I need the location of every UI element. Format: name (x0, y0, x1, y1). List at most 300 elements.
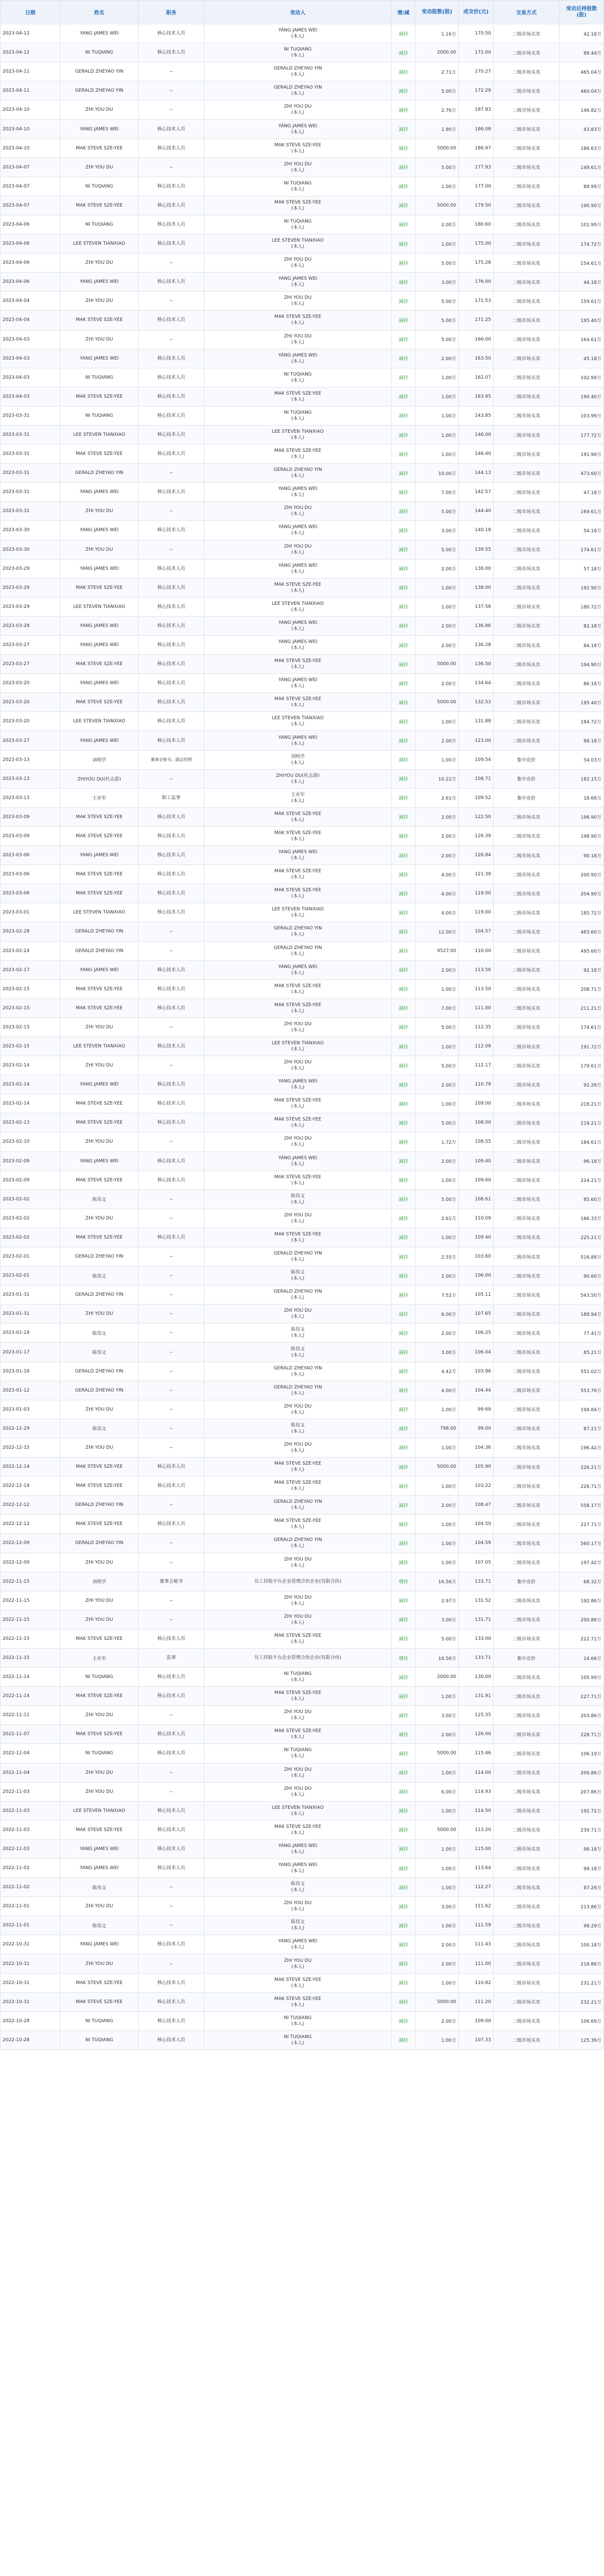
table-row[interactable] (1, 425, 604, 444)
cell-direction: 减持 (391, 1973, 415, 1992)
cell-position: -- (138, 1400, 204, 1419)
changer-name: ZHI YOU DU (284, 544, 312, 549)
cell-method: 二级市场买卖 (493, 1324, 559, 1343)
cell-direction: 减持 (391, 750, 415, 769)
table-row[interactable] (1, 43, 604, 62)
table-row[interactable] (1, 693, 604, 712)
table-row[interactable] (1, 139, 604, 158)
cell-position: 核心技术人员 (138, 826, 204, 845)
changer-relation: (本人) (291, 1869, 305, 1874)
cell-method: 二级市场买卖 (493, 24, 559, 43)
changer-name: YANG JAMES WEI (278, 1843, 317, 1849)
cell-name: LEE STEVEN TIANXIAO (60, 712, 138, 731)
cell-position: 核心技术人员 (138, 1687, 204, 1706)
cell-position: -- (138, 1916, 204, 1935)
cell-name: YANG JAMES WEI (60, 846, 138, 865)
cell-after-shares: 101.99万 (559, 215, 603, 234)
cell-changer (204, 120, 391, 139)
cell-shares: 9527.00 (415, 941, 459, 960)
header-changer[interactable]: 变动人 (204, 1, 391, 24)
changer-name: ZHI YOU DU (284, 1136, 312, 1142)
cell-price: 107.65 (459, 1304, 494, 1324)
table-row[interactable] (1, 1839, 604, 1858)
cell-price: 126.39 (459, 826, 494, 845)
changer-relation: (本人) (291, 512, 305, 517)
changer-name: YANG JAMES WEI (278, 1939, 317, 1944)
cell-price: 104.50 (459, 1515, 494, 1534)
cell-price: 119.00 (459, 884, 494, 903)
table-row[interactable] (1, 521, 604, 540)
table-row[interactable] (1, 445, 604, 464)
table-row[interactable] (1, 120, 604, 139)
changer-name: MAK STEVE SZE-YEE (274, 830, 322, 836)
cell-direction: 减持 (391, 425, 415, 444)
table-row[interactable] (1, 1037, 604, 1056)
cell-price: 146.00 (459, 425, 494, 444)
cell-after-shares: 185.72万 (559, 903, 603, 922)
cell-price: 103.96 (459, 1362, 494, 1381)
changer-relation: (本人) (291, 1524, 305, 1530)
cell-position: 核心技术人员 (138, 120, 204, 139)
cell-shares: 1.00万 (415, 1763, 459, 1782)
cell-after-shares: 207.86万 (559, 1782, 603, 1801)
table-row[interactable] (1, 1782, 604, 1801)
cell-after-shares: 85.21万 (559, 1343, 603, 1362)
table-row[interactable] (1, 311, 604, 330)
cell-shares: 2.00万 (415, 1324, 459, 1343)
cell-after-shares: 226.21万 (559, 1458, 603, 1477)
changer-relation: (本人) (291, 1945, 305, 1951)
table-row[interactable] (1, 62, 604, 81)
table-row[interactable] (1, 196, 604, 215)
header-method[interactable]: 交易方式 (493, 1, 559, 24)
cell-shares: 1.00万 (415, 1228, 459, 1247)
table-row[interactable] (1, 1171, 604, 1190)
table-row[interactable] (1, 81, 604, 100)
cell-position: 核心技术人员 (138, 1228, 204, 1247)
table-row[interactable] (1, 1515, 604, 1534)
cell-date: 2022-10-31 (1, 1935, 60, 1954)
table-row[interactable] (1, 1400, 604, 1419)
header-price[interactable]: 成交价(元) (459, 1, 494, 24)
cell-after-shares: 211.21万 (559, 998, 603, 1018)
cell-position: -- (138, 769, 204, 788)
cell-price: 108.71 (459, 769, 494, 788)
table-row[interactable] (1, 769, 604, 788)
cell-method: 二级市场买卖 (493, 62, 559, 81)
cell-position: 核心技术人员 (138, 521, 204, 540)
changer-name: LEE STEVEN TIANXIAO (272, 238, 324, 244)
table-row[interactable] (1, 1343, 604, 1362)
cell-name: MAK STEVE SZE-YEE (60, 693, 138, 712)
cell-direction: 减持 (391, 1132, 415, 1151)
table-row[interactable] (1, 960, 604, 979)
cell-shares: 4.00万 (415, 1381, 459, 1400)
table-row[interactable] (1, 750, 604, 769)
table-row[interactable] (1, 368, 604, 387)
cell-direction: 减持 (391, 1285, 415, 1304)
table-row[interactable] (1, 1381, 604, 1400)
cell-direction: 减持 (391, 1706, 415, 1725)
cell-shares: 5.00万 (415, 502, 459, 521)
cell-price: 136.86 (459, 616, 494, 635)
table-row[interactable] (1, 1897, 604, 1916)
table-row[interactable] (1, 998, 604, 1018)
changer-name: YANG JAMES WEI (278, 123, 317, 129)
cell-position: 董事会秘书 (138, 1572, 204, 1591)
cell-direction: 减持 (391, 43, 415, 62)
cell-direction: 减持 (391, 788, 415, 807)
table-row[interactable] (1, 234, 604, 253)
cell-shares: 5.00万 (415, 330, 459, 349)
changer-name: NI TUQIANG (283, 2034, 312, 2040)
table-row[interactable] (1, 1935, 604, 1954)
table-row[interactable] (1, 559, 604, 578)
table-row[interactable] (1, 1324, 604, 1343)
table-row[interactable] (1, 273, 604, 292)
changer-name: YANG JAMES WEI (278, 850, 317, 855)
changer-relation: (本人) (291, 1295, 305, 1301)
table-row[interactable] (1, 731, 604, 750)
cell-shares: 1.00万 (415, 712, 459, 731)
cell-position: -- (138, 1324, 204, 1343)
cell-shares: 7.52万 (415, 1285, 459, 1304)
cell-price: 126.00 (459, 1725, 494, 1744)
cell-position: 核心技术人员 (138, 273, 204, 292)
cell-method: 二级市场买卖 (493, 1381, 559, 1400)
changer-name: YANG JAMES WEI (278, 639, 317, 645)
cell-direction: 减持 (391, 597, 415, 616)
table-row[interactable] (1, 636, 604, 655)
changer-relation: (本人) (291, 187, 305, 192)
cell-price: 108.00 (459, 1113, 494, 1132)
table-row[interactable] (1, 177, 604, 196)
cell-method: 二级市场买卖 (493, 1515, 559, 1534)
cell-price: 111.00 (459, 998, 494, 1018)
table-row[interactable] (1, 1572, 604, 1591)
cell-method: 二级市场买卖 (493, 81, 559, 100)
cell-date: 2022-10-31 (1, 1992, 60, 2011)
changer-name: 王亦军 (291, 792, 305, 798)
table-row[interactable] (1, 826, 604, 845)
cell-after-shares: 460.04万 (559, 81, 603, 100)
cell-price: 107.05 (459, 1553, 494, 1572)
header-date[interactable]: 日期 (1, 1, 60, 24)
cell-after-shares: 177.72万 (559, 425, 603, 444)
table-row[interactable] (1, 1075, 604, 1094)
changer-relation: (本人) (291, 263, 305, 269)
cell-name: GERALD ZHEYAO YIN (60, 941, 138, 960)
table-row[interactable] (1, 884, 604, 903)
cell-position: 核心技术人员 (138, 998, 204, 1018)
cell-name: ZHIYOU DU(杜志游) (60, 769, 138, 788)
cell-name: MAK STEVE SZE-YEE (60, 1629, 138, 1648)
cell-shares: 3.00万 (415, 1610, 459, 1629)
changer-name: MAK STEVE SZE-YEE (274, 658, 322, 664)
cell-changer (204, 43, 391, 62)
changer-relation: (本人) (291, 970, 305, 976)
table-row[interactable] (1, 1553, 604, 1572)
cell-date: 2023-04-06 (1, 253, 60, 273)
changer-name: ZHI YOU DU (284, 1060, 312, 1065)
table-row[interactable] (1, 1992, 604, 2011)
cell-name: ZHI YOU DU (60, 1132, 138, 1151)
cell-direction: 减持 (391, 139, 415, 158)
table-row[interactable] (1, 1285, 604, 1304)
table-row[interactable] (1, 922, 604, 941)
changer-name: 刘明学 (291, 754, 305, 759)
cell-shares: 2.00万 (415, 960, 459, 979)
cell-changer (204, 1591, 391, 1610)
cell-direction: 减持 (391, 215, 415, 234)
cell-position: 核心技术人员 (138, 1973, 204, 1992)
table-row[interactable] (1, 2030, 604, 2049)
table-row[interactable] (1, 674, 604, 693)
cell-method: 二级市场买卖 (493, 1209, 559, 1228)
cell-changer (204, 139, 391, 158)
table-row[interactable] (1, 1496, 604, 1515)
table-row[interactable] (1, 1725, 604, 1744)
cell-changer (204, 1725, 391, 1744)
table-row[interactable] (1, 846, 604, 865)
table-row[interactable] (1, 1916, 604, 1935)
table-row[interactable] (1, 578, 604, 597)
table-row[interactable] (1, 1477, 604, 1496)
cell-shares: 5000.00 (415, 1992, 459, 2011)
cell-name: LEE STEVEN TIANXIAO (60, 597, 138, 616)
table-row[interactable] (1, 540, 604, 559)
changer-relation: (本人) (291, 397, 305, 402)
table-row[interactable] (1, 865, 604, 884)
cell-price: 179.50 (459, 196, 494, 215)
table-row[interactable] (1, 1113, 604, 1132)
table-row[interactable] (1, 1801, 604, 1820)
table-row[interactable] (1, 24, 604, 43)
cell-direction: 减持 (391, 1113, 415, 1132)
table-row[interactable] (1, 502, 604, 521)
table-row[interactable] (1, 1362, 604, 1381)
cell-changer (204, 922, 391, 941)
table-row[interactable] (1, 788, 604, 807)
table-row[interactable] (1, 712, 604, 731)
table-row[interactable] (1, 483, 604, 502)
cell-position: -- (138, 62, 204, 81)
table-row[interactable] (1, 292, 604, 311)
table-row[interactable] (1, 1018, 604, 1037)
table-row[interactable] (1, 1954, 604, 1973)
cell-price: 163.50 (459, 349, 494, 368)
table-row[interactable] (1, 330, 604, 349)
cell-shares: 1.00万 (415, 578, 459, 597)
table-row[interactable] (1, 1151, 604, 1171)
table-row[interactable] (1, 349, 604, 368)
cell-method: 二级市场买卖 (493, 425, 559, 444)
cell-after-shares: 87.29万 (559, 1878, 603, 1897)
table-row[interactable] (1, 1668, 604, 1687)
cell-after-shares: 184.61万 (559, 1132, 603, 1151)
table-row[interactable] (1, 1094, 604, 1113)
header-shares[interactable]: 变动股数(股) (415, 1, 459, 24)
table-row[interactable] (1, 1132, 604, 1151)
cell-direction: 减持 (391, 559, 415, 578)
cell-method: 二级市场买卖 (493, 1419, 559, 1438)
changer-name: ZHI YOU DU (284, 295, 312, 301)
cell-after-shares: 218.21万 (559, 1094, 603, 1113)
cell-changer (204, 1324, 391, 1343)
changer-name: YANG JAMES WEI (278, 524, 317, 530)
table-row[interactable] (1, 1304, 604, 1324)
cell-position: 核心技术人员 (138, 215, 204, 234)
changer-name: ZHI YOU DU (284, 161, 312, 167)
cell-shares: 2.00万 (415, 731, 459, 750)
table-row[interactable] (1, 941, 604, 960)
table-row[interactable] (1, 1973, 604, 1992)
cell-name: NI TUQIANG (60, 43, 138, 62)
table-row[interactable] (1, 387, 604, 406)
cell-date: 2023-02-02 (1, 1190, 60, 1209)
changer-relation: (本人) (291, 1639, 305, 1645)
header-name[interactable]: 姓名 (60, 1, 138, 24)
cell-shares: 2000.00 (415, 43, 459, 62)
table-row[interactable] (1, 1687, 604, 1706)
cell-changer (204, 1610, 391, 1629)
table-row[interactable] (1, 1209, 604, 1228)
table-row[interactable] (1, 253, 604, 273)
cell-after-shares: 543.50万 (559, 1285, 603, 1304)
table-row[interactable] (1, 1228, 604, 1247)
cell-name: ZHI YOU DU (60, 1018, 138, 1037)
cell-after-shares: 200.90万 (559, 865, 603, 884)
cell-name: YANG JAMES WEI (60, 120, 138, 139)
table-row[interactable] (1, 1648, 604, 1667)
cell-name: MAK STEVE SZE-YEE (60, 1820, 138, 1839)
cell-changer (204, 693, 391, 712)
cell-name: ZHI YOU DU (60, 1897, 138, 1916)
table-row[interactable] (1, 1056, 604, 1075)
cell-after-shares: 553.76万 (559, 1381, 603, 1400)
table-row[interactable] (1, 1706, 604, 1725)
cell-after-shares: 191.90万 (559, 445, 603, 464)
table-row[interactable] (1, 406, 604, 425)
cell-direction: 减持 (391, 1878, 415, 1897)
table-row[interactable] (1, 655, 604, 674)
cell-after-shares: 203.86万 (559, 1706, 603, 1725)
header-direction[interactable]: 增/减 (391, 1, 415, 24)
cell-date: 2022-12-12 (1, 1515, 60, 1534)
cell-price: 137.56 (459, 597, 494, 616)
changer-name: MAK STEVE SZE-YEE (274, 1824, 322, 1829)
table-row[interactable] (1, 1190, 604, 1209)
cell-direction: 减持 (391, 196, 415, 215)
cell-price: 104.59 (459, 1534, 494, 1553)
table-row[interactable] (1, 1419, 604, 1438)
changer-name: MAK STEVE SZE-YEE (274, 1996, 322, 2002)
cell-date: 2023-03-29 (1, 559, 60, 578)
cell-position: -- (138, 1190, 204, 1209)
cell-method: 二级市场买卖 (493, 693, 559, 712)
table-row[interactable] (1, 1820, 604, 1839)
cell-position: 核心技术人员 (138, 559, 204, 578)
table-row[interactable] (1, 1859, 604, 1878)
table-row[interactable] (1, 1458, 604, 1477)
table-row[interactable] (1, 1247, 604, 1266)
cell-name: 刘明学 (60, 750, 138, 769)
table-row[interactable] (1, 903, 604, 922)
cell-method: 二级市场买卖 (493, 731, 559, 750)
cell-date: 2023-04-11 (1, 81, 60, 100)
cell-changer (204, 788, 391, 807)
table-row[interactable] (1, 1744, 604, 1763)
cell-method: 二级市场买卖 (493, 1458, 559, 1477)
cell-direction: 减持 (391, 1362, 415, 1381)
cell-date: 2023-03-29 (1, 578, 60, 597)
table-row[interactable] (1, 1878, 604, 1897)
table-row[interactable] (1, 1763, 604, 1782)
cell-date: 2023-02-13 (1, 1113, 60, 1132)
cell-date: 2022-11-15 (1, 1610, 60, 1629)
cell-shares: 1.00万 (415, 1037, 459, 1056)
cell-method: 二级市场买卖 (493, 979, 559, 998)
changer-name: ZHI YOU DU (284, 505, 312, 511)
table-row[interactable] (1, 464, 604, 483)
table-row[interactable] (1, 1591, 604, 1610)
table-row[interactable] (1, 979, 604, 998)
cell-after-shares: 44.18万 (559, 273, 603, 292)
table-row[interactable] (1, 1629, 604, 1648)
table-row[interactable] (1, 807, 604, 826)
table-row[interactable] (1, 616, 604, 635)
table-row[interactable] (1, 2011, 604, 2030)
cell-changer (204, 1839, 391, 1858)
cell-price: 131.71 (459, 1610, 494, 1629)
table-row[interactable] (1, 100, 604, 120)
cell-direction: 增持 (391, 1572, 415, 1591)
cell-shares: 3.00万 (415, 1706, 459, 1725)
cell-changer (204, 1037, 391, 1056)
header-position[interactable]: 职务 (138, 1, 204, 24)
cell-direction: 减持 (391, 1075, 415, 1094)
cell-date: 2023-03-13 (1, 788, 60, 807)
changer-relation: (本人) (291, 646, 305, 651)
table-row[interactable] (1, 1610, 604, 1629)
table-row[interactable] (1, 597, 604, 616)
table-row[interactable] (1, 1534, 604, 1553)
changer-relation: (本人) (291, 435, 305, 441)
cell-name: YANG JAMES WEI (60, 1859, 138, 1878)
cell-date: 2023-01-03 (1, 1400, 60, 1419)
cell-shares: 1.00万 (415, 1878, 459, 1897)
changer-name: GERALD ZHEYAO YIN (273, 1384, 322, 1390)
cell-price: 131.52 (459, 1591, 494, 1610)
cell-method: 二级市场买卖 (493, 120, 559, 139)
cell-method: 集中竞价 (493, 1572, 559, 1591)
cell-method: 二级市场买卖 (493, 253, 559, 273)
table-row[interactable] (1, 1266, 604, 1285)
cell-name: MAK STEVE SZE-YEE (60, 387, 138, 406)
cell-direction: 减持 (391, 368, 415, 387)
table-row[interactable] (1, 1438, 604, 1457)
cell-shares: 10.00万 (415, 464, 459, 483)
header-after-shares[interactable]: 变动后持股数(股) (559, 1, 603, 24)
cell-changer (204, 1801, 391, 1820)
cell-after-shares: 197.42万 (559, 1553, 603, 1572)
changer-relation: (本人) (291, 1830, 305, 1836)
table-row[interactable] (1, 215, 604, 234)
cell-shares: 1.00万 (415, 1438, 459, 1457)
table-row[interactable] (1, 158, 604, 177)
cell-position: -- (138, 1534, 204, 1553)
changer-name: 陈伟文 (291, 1346, 305, 1352)
